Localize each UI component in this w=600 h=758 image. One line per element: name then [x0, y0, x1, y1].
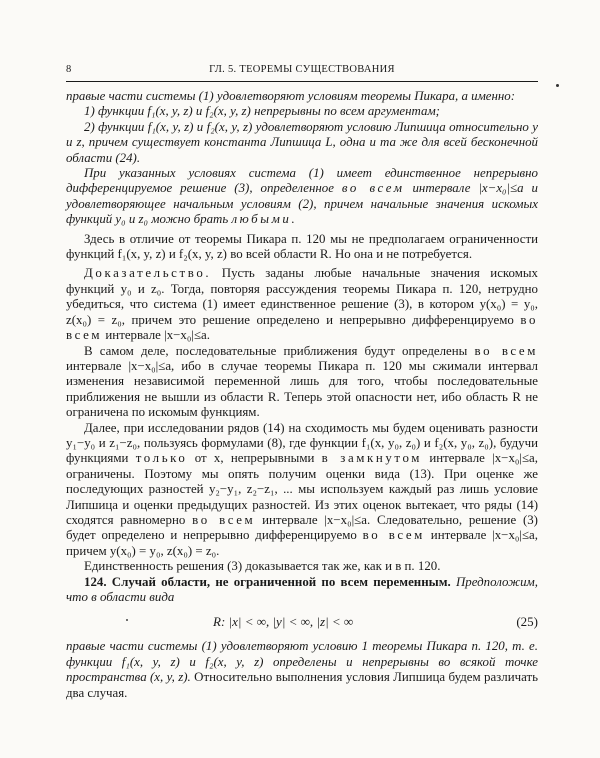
uniqueness-line: Единственность решения (3) доказывается так же, как и в п. 120. — [84, 559, 441, 574]
condition-2: 2) функции f₁(x, y, z) и f₂(x, y, z) удовлетворяют условию Липшица относительно y и z, причем существует константа Липшица L, одна и та же для всей бесконечной области (24). — [66, 119, 538, 165]
proof-paragraph: Доказательство. Пусть заданы любые начальные значения искомых функций y₀ и z₀. Тогда, повторяя рассуждения теоремы Пикара п. 120, нетрудно убедиться, что система (1) имеет единственное решение (3), в котором y(x₀) = y₀, z(x₀) = z₀, причем это решение определено и непрерывно дифференцируемо во всем интервале |x−x₀|≤a. — [66, 266, 538, 343]
print-speck — [556, 84, 559, 87]
header-rule — [66, 81, 538, 82]
section-124-heading: 124. Случай области, не ограниченной по всем переменным. Предположим, что в области вида — [66, 574, 538, 604]
running-header — [66, 64, 538, 78]
running-title: ГЛ. 5. ТЕОРЕМЫ СУЩЕСТВОВАНИЯ — [209, 64, 395, 75]
closing-paragraph: правые части системы (1) удовлетворяют условию 1 теоремы Пикара п. 120, т. е. функции f₁(x, y, z) и f₂(x, y, z) определены и непрерывны во всякой точке пространства (x, y, z). Относительно выполнения условия Липшица будем различать два случая. — [66, 639, 538, 700]
condition-1: 1) функции f₁(x, y, z) и f₂(x, y, z) непрерывны по всем аргументам; — [84, 104, 440, 119]
theorem-statement: При указанных условиях система (1) имеет единственное непрерывно дифференцируемое решение (3), определенное во всем интервале |x−x₀|≤a и удовлетворяющее начальным условиям (2), причем начальные значения искомых функций y₀ и z₀ можно брать любыми. — [66, 166, 538, 227]
formula-number: (25) — [516, 614, 538, 630]
remark-paragraph: Здесь в отличие от теоремы Пикара п. 120 мы не предполагаем ограниченности функций f₁(x, y, z) и f₂(x, y, z) во всей области R. Но она и не потребуется. — [66, 231, 538, 262]
page-number: 8 — [66, 64, 72, 75]
formula-expression: R: |x| < ∞, |y| < ∞, |z| < ∞ — [213, 614, 354, 630]
theorem-conditions-intro: правые части системы (1) удовлетворяют условиям теоремы Пикара, а именно: — [66, 89, 516, 103]
print-mark — [126, 619, 128, 621]
approximations-paragraph: В самом деле, последовательные приближения будут определены во всем интервале |x−x₀|≤a, ибо в случае теоремы Пикара п. 120 мы сжимали интервал изменения независимой переменной лишь для того, чтобы последовательные приближения не вышли из области R. Теперь этой опасности нет, ибо область R не ограничена по искомым функциям. — [66, 343, 538, 420]
series-paragraph: Далее, при исследовании рядов (14) на сходимость мы будем оценивать разности y₁−y₀ и z₁−z₀, пользуясь формулами (8), где функции f₁(x, y₀, z₀) и f₂(x, y₀, z₀), будучи функциями только от x, непрерывными в замкнутом интервале |x−x₀|≤a, ограничены. Поэтому мы опять получим оценки вида (13). При оценке же последующих разностей y₂−y₁, z₂−z₁, ... мы используем каждый раз лишь условие Липшица и оценки предыдущих разностей. Из этих оценок вытекает, что ряды (14) сходятся равномерно во всем интервале |x−x₀|≤a. Следовательно, решение (3) будет определено и непрерывно дифференцируемо во всем интервале |x−x₀|≤a, причем y(x₀) = y₀, z(x₀) = z₀. — [66, 420, 538, 558]
formula-25 — [66, 611, 538, 633]
page-body — [66, 89, 538, 701]
